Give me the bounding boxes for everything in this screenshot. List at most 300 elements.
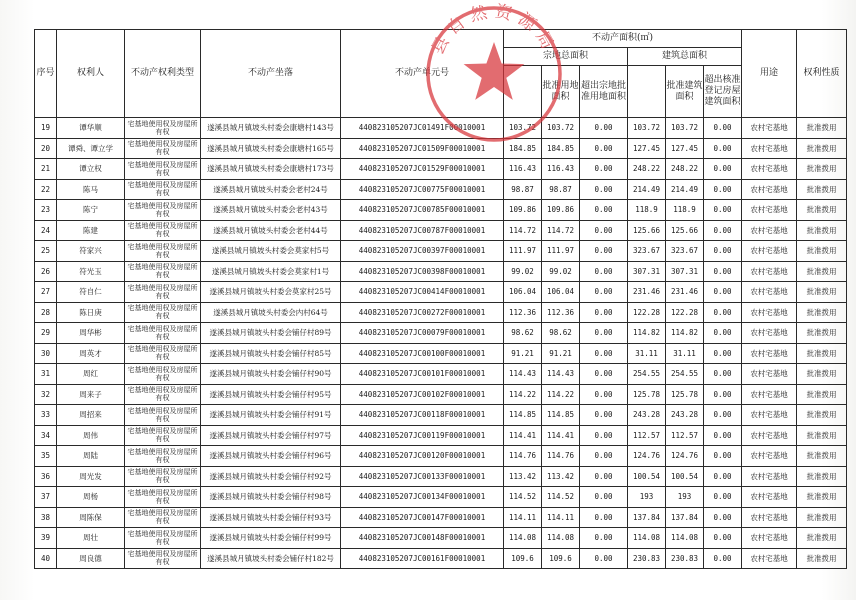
land-total-area: 114.41 bbox=[504, 425, 542, 446]
table-row bbox=[35, 241, 847, 262]
right-nature: 批准拨用 bbox=[797, 200, 847, 221]
row-number: 21 bbox=[35, 159, 57, 180]
row-number: 38 bbox=[35, 507, 57, 528]
approved-land-area: 109.86 bbox=[542, 200, 580, 221]
approved-land-area: 114.11 bbox=[542, 507, 580, 528]
building-total-area: 230.83 bbox=[628, 548, 666, 569]
excess-land-area: 0.00 bbox=[580, 384, 628, 405]
table-row bbox=[35, 302, 847, 323]
excess-building-area: 0.00 bbox=[704, 528, 742, 549]
approved-land-area: 184.85 bbox=[542, 138, 580, 159]
right-type: 宅基地使用权及房屋所有权 bbox=[125, 425, 201, 446]
unit-number: 440823105207JC00414F00010001 bbox=[341, 282, 504, 303]
property-location: 遂溪县城月镇坡头村委会铺仔村89号 bbox=[201, 323, 341, 344]
building-total-area: 100.54 bbox=[628, 466, 666, 487]
usage: 农村宅基地 bbox=[742, 487, 797, 508]
right-nature: 批准拨用 bbox=[797, 282, 847, 303]
right-nature: 批准拨用 bbox=[797, 548, 847, 569]
property-location: 遂溪县城月镇坡头村委会铺仔村90号 bbox=[201, 364, 341, 385]
row-number: 24 bbox=[35, 220, 57, 241]
building-total-area: 114.08 bbox=[628, 528, 666, 549]
excess-building-area: 0.00 bbox=[704, 220, 742, 241]
land-total-area: 114.52 bbox=[504, 487, 542, 508]
excess-land-area: 0.00 bbox=[580, 528, 628, 549]
usage: 农村宅基地 bbox=[742, 425, 797, 446]
excess-building-area: 0.00 bbox=[704, 364, 742, 385]
approved-building-area: 307.31 bbox=[666, 261, 704, 282]
row-number: 28 bbox=[35, 302, 57, 323]
right-type: 宅基地使用权及房屋所有权 bbox=[125, 343, 201, 364]
owner-name: 周伟 bbox=[57, 425, 125, 446]
land-total-area: 184.85 bbox=[504, 138, 542, 159]
building-total-area: 137.84 bbox=[628, 507, 666, 528]
property-location: 遂溪县城月镇坡头村委会老村43号 bbox=[201, 200, 341, 221]
table-row bbox=[35, 179, 847, 200]
header-unit-no: 不动产单元号 bbox=[341, 30, 504, 118]
owner-name: 周来子 bbox=[57, 384, 125, 405]
approved-land-area: 98.87 bbox=[542, 179, 580, 200]
table-row bbox=[35, 282, 847, 303]
table-row bbox=[35, 364, 847, 385]
approved-building-area: 114.82 bbox=[666, 323, 704, 344]
excess-land-area: 0.00 bbox=[580, 507, 628, 528]
excess-land-area: 0.00 bbox=[580, 364, 628, 385]
approved-building-area: 103.72 bbox=[666, 118, 704, 139]
owner-name: 谭华顺 bbox=[57, 118, 125, 139]
building-total-area: 248.22 bbox=[628, 159, 666, 180]
owner-name: 周陈保 bbox=[57, 507, 125, 528]
excess-land-area: 0.00 bbox=[580, 220, 628, 241]
table-row bbox=[35, 466, 847, 487]
right-nature: 批准拨用 bbox=[797, 446, 847, 467]
approved-land-area: 114.72 bbox=[542, 220, 580, 241]
right-type: 宅基地使用权及房屋所有权 bbox=[125, 261, 201, 282]
right-type: 宅基地使用权及房屋所有权 bbox=[125, 487, 201, 508]
right-nature: 批准拨用 bbox=[797, 466, 847, 487]
excess-land-area: 0.00 bbox=[580, 487, 628, 508]
unit-number: 440823105207JC00134F00010001 bbox=[341, 487, 504, 508]
property-location: 遂溪县城月镇坡头村委会铺仔村97号 bbox=[201, 425, 341, 446]
row-number: 30 bbox=[35, 343, 57, 364]
excess-building-area: 0.00 bbox=[704, 241, 742, 262]
approved-land-area: 114.41 bbox=[542, 425, 580, 446]
approved-land-area: 114.22 bbox=[542, 384, 580, 405]
right-nature: 批准拨用 bbox=[797, 241, 847, 262]
row-number: 33 bbox=[35, 405, 57, 426]
approved-building-area: 323.67 bbox=[666, 241, 704, 262]
header-approved-building: 批准建筑面积 bbox=[666, 66, 704, 118]
building-total-area: 125.66 bbox=[628, 220, 666, 241]
row-number: 32 bbox=[35, 384, 57, 405]
unit-number: 440823105207JC00148F00010001 bbox=[341, 528, 504, 549]
header-approved-land: 批准用地面积 bbox=[542, 66, 580, 118]
right-nature: 批准拨用 bbox=[797, 487, 847, 508]
property-location: 遂溪县城月镇坡头村委会铺仔村91号 bbox=[201, 405, 341, 426]
table-row bbox=[35, 159, 847, 180]
building-total-area: 307.31 bbox=[628, 261, 666, 282]
right-nature: 批准拨用 bbox=[797, 302, 847, 323]
owner-name: 周陆 bbox=[57, 446, 125, 467]
excess-building-area: 0.00 bbox=[704, 261, 742, 282]
unit-number: 440823105207JC01529F00010001 bbox=[341, 159, 504, 180]
table-row bbox=[35, 138, 847, 159]
usage: 农村宅基地 bbox=[742, 302, 797, 323]
usage: 农村宅基地 bbox=[742, 343, 797, 364]
excess-land-area: 0.00 bbox=[580, 466, 628, 487]
unit-number: 440823105207JC01491F00010001 bbox=[341, 118, 504, 139]
unit-number: 440823105207JC00118F00010001 bbox=[341, 405, 504, 426]
unit-number: 440823105207JC00120F00010001 bbox=[341, 446, 504, 467]
owner-name: 周英才 bbox=[57, 343, 125, 364]
owner-name: 周光发 bbox=[57, 466, 125, 487]
building-total-area: 31.11 bbox=[628, 343, 666, 364]
right-type: 宅基地使用权及房屋所有权 bbox=[125, 220, 201, 241]
approved-building-area: 31.11 bbox=[666, 343, 704, 364]
usage: 农村宅基地 bbox=[742, 364, 797, 385]
unit-number: 440823105207JC00397F00010001 bbox=[341, 241, 504, 262]
approved-building-area: 118.9 bbox=[666, 200, 704, 221]
table-row bbox=[35, 405, 847, 426]
property-location: 遂溪县城月镇坡头村委会老村24号 bbox=[201, 179, 341, 200]
owner-name: 谭立权 bbox=[57, 159, 125, 180]
usage: 农村宅基地 bbox=[742, 528, 797, 549]
land-total-area: 114.22 bbox=[504, 384, 542, 405]
right-nature: 批准拨用 bbox=[797, 179, 847, 200]
table-row bbox=[35, 425, 847, 446]
approved-land-area: 114.85 bbox=[542, 405, 580, 426]
land-total-area: 99.02 bbox=[504, 261, 542, 282]
header-owner: 权利人 bbox=[57, 30, 125, 118]
header-right-type: 不动产权利类型 bbox=[125, 30, 201, 118]
usage: 农村宅基地 bbox=[742, 548, 797, 569]
excess-land-area: 0.00 bbox=[580, 446, 628, 467]
owner-name: 陈建 bbox=[57, 220, 125, 241]
approved-building-area: 243.28 bbox=[666, 405, 704, 426]
right-type: 宅基地使用权及房屋所有权 bbox=[125, 548, 201, 569]
excess-land-area: 0.00 bbox=[580, 302, 628, 323]
approved-land-area: 112.36 bbox=[542, 302, 580, 323]
row-number: 35 bbox=[35, 446, 57, 467]
usage: 农村宅基地 bbox=[742, 241, 797, 262]
excess-land-area: 0.00 bbox=[580, 179, 628, 200]
property-location: 遂溪县城月镇坡头村委会康塘村165号 bbox=[201, 138, 341, 159]
row-number: 34 bbox=[35, 425, 57, 446]
approved-land-area: 114.08 bbox=[542, 528, 580, 549]
right-type: 宅基地使用权及房屋所有权 bbox=[125, 466, 201, 487]
usage: 农村宅基地 bbox=[742, 138, 797, 159]
excess-building-area: 0.00 bbox=[704, 487, 742, 508]
usage: 农村宅基地 bbox=[742, 405, 797, 426]
excess-building-area: 0.00 bbox=[704, 548, 742, 569]
approved-building-area: 100.54 bbox=[666, 466, 704, 487]
right-nature: 批准拨用 bbox=[797, 528, 847, 549]
right-nature: 批准拨用 bbox=[797, 159, 847, 180]
property-location: 遂溪县城月镇坡头村委会铺仔村99号 bbox=[201, 528, 341, 549]
property-location: 遂溪县城月镇坡头村委会莫家村5号 bbox=[201, 241, 341, 262]
right-type: 宅基地使用权及房屋所有权 bbox=[125, 446, 201, 467]
excess-land-area: 0.00 bbox=[580, 548, 628, 569]
row-number: 27 bbox=[35, 282, 57, 303]
unit-number: 440823105207JC00775F00010001 bbox=[341, 179, 504, 200]
excess-land-area: 0.00 bbox=[580, 343, 628, 364]
usage: 农村宅基地 bbox=[742, 220, 797, 241]
land-total-area: 98.87 bbox=[504, 179, 542, 200]
property-location: 遂溪县城月镇坡头村委会莫家村1号 bbox=[201, 261, 341, 282]
excess-building-area: 0.00 bbox=[704, 343, 742, 364]
land-total-area: 91.21 bbox=[504, 343, 542, 364]
right-type: 宅基地使用权及房屋所有权 bbox=[125, 138, 201, 159]
excess-building-area: 0.00 bbox=[704, 200, 742, 221]
right-type: 宅基地使用权及房屋所有权 bbox=[125, 405, 201, 426]
approved-land-area: 111.97 bbox=[542, 241, 580, 262]
land-total-area: 116.43 bbox=[504, 159, 542, 180]
right-type: 宅基地使用权及房屋所有权 bbox=[125, 159, 201, 180]
unit-number: 440823105207JC00079F00010001 bbox=[341, 323, 504, 344]
land-total-area: 111.97 bbox=[504, 241, 542, 262]
table-row bbox=[35, 384, 847, 405]
usage: 农村宅基地 bbox=[742, 384, 797, 405]
row-number: 39 bbox=[35, 528, 57, 549]
row-number: 19 bbox=[35, 118, 57, 139]
approved-land-area: 114.43 bbox=[542, 364, 580, 385]
property-location: 遂溪县城月镇坡头村委会铺仔村85号 bbox=[201, 343, 341, 364]
owner-name: 陈日庚 bbox=[57, 302, 125, 323]
approved-building-area: 254.55 bbox=[666, 364, 704, 385]
approved-land-area: 114.52 bbox=[542, 487, 580, 508]
excess-building-area: 0.00 bbox=[704, 179, 742, 200]
row-number: 20 bbox=[35, 138, 57, 159]
approved-building-area: 127.45 bbox=[666, 138, 704, 159]
property-location: 遂溪县城月镇坡头村委会铺仔村96号 bbox=[201, 446, 341, 467]
building-total-area: 231.46 bbox=[628, 282, 666, 303]
table-row bbox=[35, 528, 847, 549]
usage: 农村宅基地 bbox=[742, 200, 797, 221]
unit-number: 440823105207JC00398F00010001 bbox=[341, 261, 504, 282]
header-location: 不动产坐落 bbox=[201, 30, 341, 118]
land-total-area: 114.08 bbox=[504, 528, 542, 549]
excess-building-area: 0.00 bbox=[704, 405, 742, 426]
table-row bbox=[35, 343, 847, 364]
approved-building-area: 125.66 bbox=[666, 220, 704, 241]
unit-number: 440823105207JC00102F00010001 bbox=[341, 384, 504, 405]
header-building-total bbox=[628, 66, 666, 118]
unit-number: 440823105207JC00147F00010001 bbox=[341, 507, 504, 528]
row-number: 29 bbox=[35, 323, 57, 344]
building-total-area: 127.45 bbox=[628, 138, 666, 159]
unit-number: 440823105207JC00101F00010001 bbox=[341, 364, 504, 385]
approved-building-area: 193 bbox=[666, 487, 704, 508]
seal-text: 县自然资源局 bbox=[428, 1, 560, 58]
property-location: 遂溪县城月镇坡头村委会铺仔村182号 bbox=[201, 548, 341, 569]
excess-land-area: 0.00 bbox=[580, 425, 628, 446]
right-nature: 批准拨用 bbox=[797, 261, 847, 282]
usage: 农村宅基地 bbox=[742, 446, 797, 467]
land-total-area: 109.6 bbox=[504, 548, 542, 569]
right-type: 宅基地使用权及房屋所有权 bbox=[125, 384, 201, 405]
property-location: 遂溪县城月镇坡头村委会铺仔村95号 bbox=[201, 384, 341, 405]
owner-name: 周杨 bbox=[57, 487, 125, 508]
right-nature: 批准拨用 bbox=[797, 364, 847, 385]
building-total-area: 125.78 bbox=[628, 384, 666, 405]
property-location: 遂溪县城月镇坡头村委会老村44号 bbox=[201, 220, 341, 241]
right-type: 宅基地使用权及房屋所有权 bbox=[125, 302, 201, 323]
property-location: 遂溪县城月镇坡头村委会莫家村25号 bbox=[201, 282, 341, 303]
approved-building-area: 231.46 bbox=[666, 282, 704, 303]
header-land-total bbox=[504, 66, 542, 118]
usage: 农村宅基地 bbox=[742, 466, 797, 487]
building-total-area: 254.55 bbox=[628, 364, 666, 385]
approved-land-area: 113.42 bbox=[542, 466, 580, 487]
row-number: 26 bbox=[35, 261, 57, 282]
table-row bbox=[35, 507, 847, 528]
table-row bbox=[35, 118, 847, 139]
unit-number: 440823105207JC00785F00010001 bbox=[341, 200, 504, 221]
excess-building-area: 0.00 bbox=[704, 507, 742, 528]
header-usage: 用途 bbox=[742, 30, 797, 118]
right-type: 宅基地使用权及房屋所有权 bbox=[125, 179, 201, 200]
row-number: 37 bbox=[35, 487, 57, 508]
owner-name: 周招来 bbox=[57, 405, 125, 426]
unit-number: 440823105207JC00119F00010001 bbox=[341, 425, 504, 446]
excess-land-area: 0.00 bbox=[580, 405, 628, 426]
owner-name: 符家兴 bbox=[57, 241, 125, 262]
approved-land-area: 103.72 bbox=[542, 118, 580, 139]
land-total-area: 109.86 bbox=[504, 200, 542, 221]
approved-building-area: 214.49 bbox=[666, 179, 704, 200]
header-seq: 序号 bbox=[35, 30, 57, 118]
building-total-area: 243.28 bbox=[628, 405, 666, 426]
right-type: 宅基地使用权及房屋所有权 bbox=[125, 118, 201, 139]
excess-building-area: 0.00 bbox=[704, 323, 742, 344]
right-type: 宅基地使用权及房屋所有权 bbox=[125, 507, 201, 528]
excess-building-area: 0.00 bbox=[704, 138, 742, 159]
right-nature: 批准拨用 bbox=[797, 118, 847, 139]
header-area-group: 不动产面积(㎡) bbox=[504, 30, 742, 48]
excess-building-area: 0.00 bbox=[704, 446, 742, 467]
property-location: 遂溪县城月镇坡头村委会铺仔村93号 bbox=[201, 507, 341, 528]
header-nature: 权利性质 bbox=[797, 30, 847, 118]
property-location: 遂溪县城月镇坡头村委会铺仔村92号 bbox=[201, 466, 341, 487]
approved-land-area: 91.21 bbox=[542, 343, 580, 364]
property-location: 遂溪县城月镇坡头村委会铺仔村98号 bbox=[201, 487, 341, 508]
excess-building-area: 0.00 bbox=[704, 282, 742, 303]
excess-land-area: 0.00 bbox=[580, 138, 628, 159]
approved-land-area: 106.04 bbox=[542, 282, 580, 303]
right-nature: 批准拨用 bbox=[797, 425, 847, 446]
right-type: 宅基地使用权及房屋所有权 bbox=[125, 282, 201, 303]
owner-name: 符光玉 bbox=[57, 261, 125, 282]
excess-building-area: 0.00 bbox=[704, 159, 742, 180]
right-nature: 批准拨用 bbox=[797, 138, 847, 159]
approved-building-area: 124.76 bbox=[666, 446, 704, 467]
land-total-area: 114.72 bbox=[504, 220, 542, 241]
excess-building-area: 0.00 bbox=[704, 425, 742, 446]
usage: 农村宅基地 bbox=[742, 118, 797, 139]
approved-building-area: 125.78 bbox=[666, 384, 704, 405]
table-row bbox=[35, 261, 847, 282]
right-nature: 批准拨用 bbox=[797, 220, 847, 241]
building-total-area: 103.72 bbox=[628, 118, 666, 139]
land-total-area: 114.43 bbox=[504, 364, 542, 385]
building-total-area: 118.9 bbox=[628, 200, 666, 221]
owner-name: 周华彬 bbox=[57, 323, 125, 344]
unit-number: 440823105207JC00272F00010001 bbox=[341, 302, 504, 323]
row-number: 23 bbox=[35, 200, 57, 221]
header-excess-land: 超出宗地批准用地面积 bbox=[580, 66, 628, 118]
owner-name: 周良德 bbox=[57, 548, 125, 569]
land-total-area: 103.72 bbox=[504, 118, 542, 139]
right-type: 宅基地使用权及房屋所有权 bbox=[125, 241, 201, 262]
table-header bbox=[35, 30, 847, 118]
owner-name: 周红 bbox=[57, 364, 125, 385]
approved-land-area: 109.6 bbox=[542, 548, 580, 569]
right-type: 宅基地使用权及房屋所有权 bbox=[125, 323, 201, 344]
excess-building-area: 0.00 bbox=[704, 302, 742, 323]
land-total-area: 114.76 bbox=[504, 446, 542, 467]
usage: 农村宅基地 bbox=[742, 159, 797, 180]
building-total-area: 323.67 bbox=[628, 241, 666, 262]
land-total-area: 114.85 bbox=[504, 405, 542, 426]
right-nature: 批准拨用 bbox=[797, 323, 847, 344]
registration-table bbox=[34, 29, 847, 569]
header-excess-building: 超出核准登记房屋建筑面积 bbox=[704, 66, 742, 118]
row-number: 25 bbox=[35, 241, 57, 262]
table-body bbox=[35, 118, 847, 569]
approved-building-area: 248.22 bbox=[666, 159, 704, 180]
owner-name: 陈马 bbox=[57, 179, 125, 200]
excess-land-area: 0.00 bbox=[580, 261, 628, 282]
header-building-group: 建筑总面积 bbox=[628, 48, 742, 66]
usage: 农村宅基地 bbox=[742, 282, 797, 303]
row-number: 40 bbox=[35, 548, 57, 569]
approved-land-area: 98.62 bbox=[542, 323, 580, 344]
unit-number: 440823105207JC00100F00010001 bbox=[341, 343, 504, 364]
excess-building-area: 0.00 bbox=[704, 118, 742, 139]
approved-building-area: 137.84 bbox=[666, 507, 704, 528]
excess-building-area: 0.00 bbox=[704, 384, 742, 405]
unit-number: 440823105207JC01509F00010001 bbox=[341, 138, 504, 159]
land-total-area: 98.62 bbox=[504, 323, 542, 344]
right-type: 宅基地使用权及房屋所有权 bbox=[125, 528, 201, 549]
owner-name: 符自仁 bbox=[57, 282, 125, 303]
owner-name: 谭舜、谭立学 bbox=[57, 138, 125, 159]
usage: 农村宅基地 bbox=[742, 323, 797, 344]
owner-name: 周壮 bbox=[57, 528, 125, 549]
approved-building-area: 112.57 bbox=[666, 425, 704, 446]
building-total-area: 214.49 bbox=[628, 179, 666, 200]
unit-number: 440823105207JC00161F00010001 bbox=[341, 548, 504, 569]
unit-number: 440823105207JC00787F00010001 bbox=[341, 220, 504, 241]
approved-land-area: 99.02 bbox=[542, 261, 580, 282]
excess-land-area: 0.00 bbox=[580, 282, 628, 303]
building-total-area: 122.28 bbox=[628, 302, 666, 323]
excess-land-area: 0.00 bbox=[580, 241, 628, 262]
owner-name: 陈宁 bbox=[57, 200, 125, 221]
table-row bbox=[35, 487, 847, 508]
right-type: 宅基地使用权及房屋所有权 bbox=[125, 200, 201, 221]
table-row bbox=[35, 323, 847, 344]
building-total-area: 112.57 bbox=[628, 425, 666, 446]
excess-land-area: 0.00 bbox=[580, 118, 628, 139]
usage: 农村宅基地 bbox=[742, 507, 797, 528]
row-number: 22 bbox=[35, 179, 57, 200]
right-nature: 批准拨用 bbox=[797, 343, 847, 364]
building-total-area: 193 bbox=[628, 487, 666, 508]
right-nature: 批准拨用 bbox=[797, 507, 847, 528]
usage: 农村宅基地 bbox=[742, 261, 797, 282]
excess-land-area: 0.00 bbox=[580, 200, 628, 221]
right-type: 宅基地使用权及房屋所有权 bbox=[125, 364, 201, 385]
